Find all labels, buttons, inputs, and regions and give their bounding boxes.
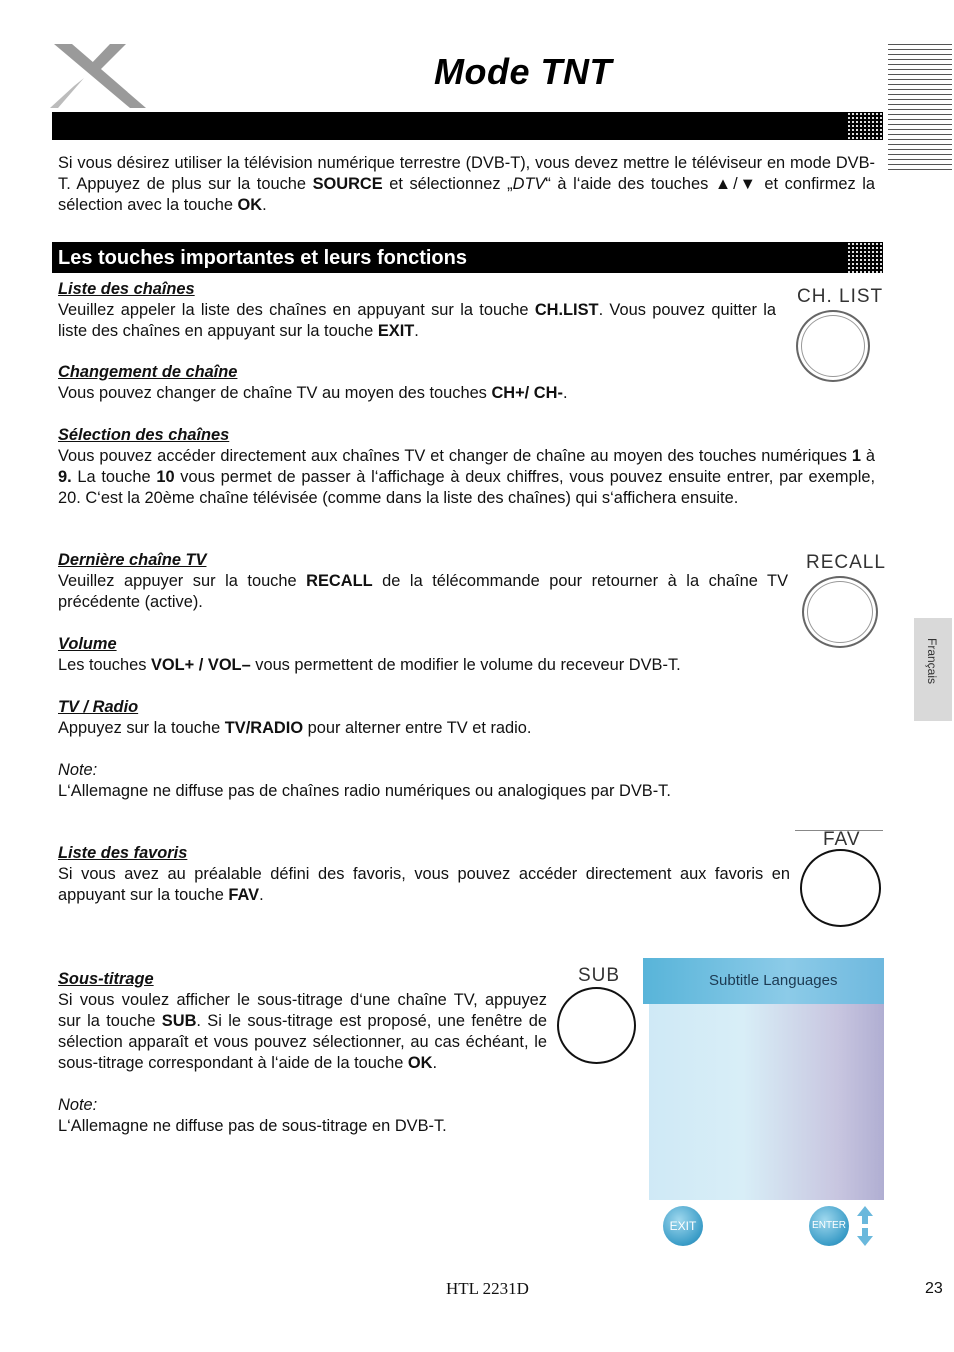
channel-selection-block	[58, 425, 875, 509]
subheading: Liste des favoris	[58, 844, 188, 862]
sub-button-label: SUB	[578, 965, 621, 986]
subheading: Dernière chaîne TV	[58, 551, 207, 569]
note-text: L‘Allemagne ne diffuse pas de chaînes radio numériques ou analogiques par DVB-T.	[58, 782, 671, 800]
chlist-button-label: CH. LIST	[797, 286, 884, 307]
recall-block	[58, 550, 788, 613]
tv-radio-block	[58, 697, 875, 802]
sub-button-icon	[557, 987, 636, 1064]
channel-list-block	[58, 279, 776, 342]
volume-block	[58, 634, 875, 676]
page-number: 23	[925, 1280, 943, 1297]
body-text: Veuillez appuyer sur la touche RECALL de la télécommande pour retourner à la chaîne TV précédente (active).	[58, 572, 789, 611]
section-title: Les touches importantes et leurs fonctions	[58, 247, 467, 269]
dot-pattern	[847, 112, 883, 140]
menu-header	[643, 958, 884, 1004]
brand-logo	[50, 40, 150, 112]
language-tab	[914, 618, 952, 721]
up-down-arrows-icon	[855, 1204, 875, 1248]
fav-button-label: FAV	[823, 829, 861, 850]
recall-button-label: RECALL	[806, 552, 886, 573]
intro-paragraph: Si vous désirez utiliser la télévision numérique terrestre (DVB-T), vous devez mettre le téléviseur en mode DVB-T. Appuyez de plus sur la touche SOURCE et sélectionnez „DTV“ à l‘aide des touches ▲/▼ et confirmez la sélection avec la touche OK.	[58, 154, 876, 214]
subtitle-block	[58, 969, 547, 1137]
favorites-block	[58, 843, 790, 906]
body-text: Si vous voulez afficher le sous-titrage d‘une chaîne TV, appuyez sur la touche SUB. Si le sous-titrage est proposé, une fenêtre de sélection apparaît et vous pouvez sélectionner, au cas échéant, le sous-titrage correspondant à l‘aide de la touche OK.	[58, 991, 547, 1072]
language-label: Français	[925, 638, 939, 685]
header-bar	[52, 112, 883, 140]
fav-button-icon	[800, 849, 881, 927]
note-label: Note:	[58, 1096, 98, 1114]
body-text: Les touches VOL+ / VOL– vous permettent de modifier le volume du receveur DVB-T.	[58, 656, 681, 674]
subheading: Liste des chaînes	[58, 280, 195, 298]
note-text: L‘Allemagne ne diffuse pas de sous-titrage en DVB-T.	[58, 1117, 447, 1135]
enter-button: ENTER	[809, 1206, 849, 1246]
exit-button: EXIT	[663, 1206, 703, 1246]
menu-footer	[649, 1200, 884, 1249]
subheading: Sélection des chaînes	[58, 426, 230, 444]
channel-change-block	[58, 362, 875, 404]
body-text: Vous pouvez accéder directement aux chaînes TV et changer de chaîne au moyen des touches numériques 1 à 9. La touche 10 vous permet de passer à l‘affichage à deux chiffres, vous pouvez ensuite entrer, par exemple, 20. C‘est la 20ème chaîne télévisée (comme dans la liste des chaînes) qui s‘affichera ensuite.	[58, 447, 876, 507]
note-label: Note:	[58, 761, 98, 779]
decorative-stripes	[888, 44, 952, 170]
body-text: Vous pouvez changer de chaîne TV au moyen des touches CH+/ CH-.	[58, 384, 568, 402]
subheading: Volume	[58, 635, 117, 653]
menu-body	[649, 1004, 884, 1200]
body-text: Veuillez appeler la liste des chaînes en appuyant sur la touche CH.LIST. Vous pouvez quitter la liste des chaînes en appuyant sur la touche EXIT.	[58, 301, 777, 340]
footer-model: HTL 2231D	[446, 1279, 529, 1298]
subtitle-menu-screenshot	[643, 958, 884, 1249]
subheading: Changement de chaîne	[58, 363, 238, 381]
page-title: Mode TNT	[434, 51, 612, 92]
dot-pattern	[847, 242, 883, 273]
body-text: Si vous avez au préalable défini des favoris, vous pouvez accéder directement aux favoris en appuyant sur la touche FAV.	[58, 865, 790, 904]
body-text: Appuyez sur la touche TV/RADIO pour alterner entre TV et radio.	[58, 719, 532, 737]
subheading: TV / Radio	[58, 698, 139, 716]
menu-title: Subtitle Languages	[709, 972, 838, 989]
subheading: Sous-titrage	[58, 970, 154, 988]
